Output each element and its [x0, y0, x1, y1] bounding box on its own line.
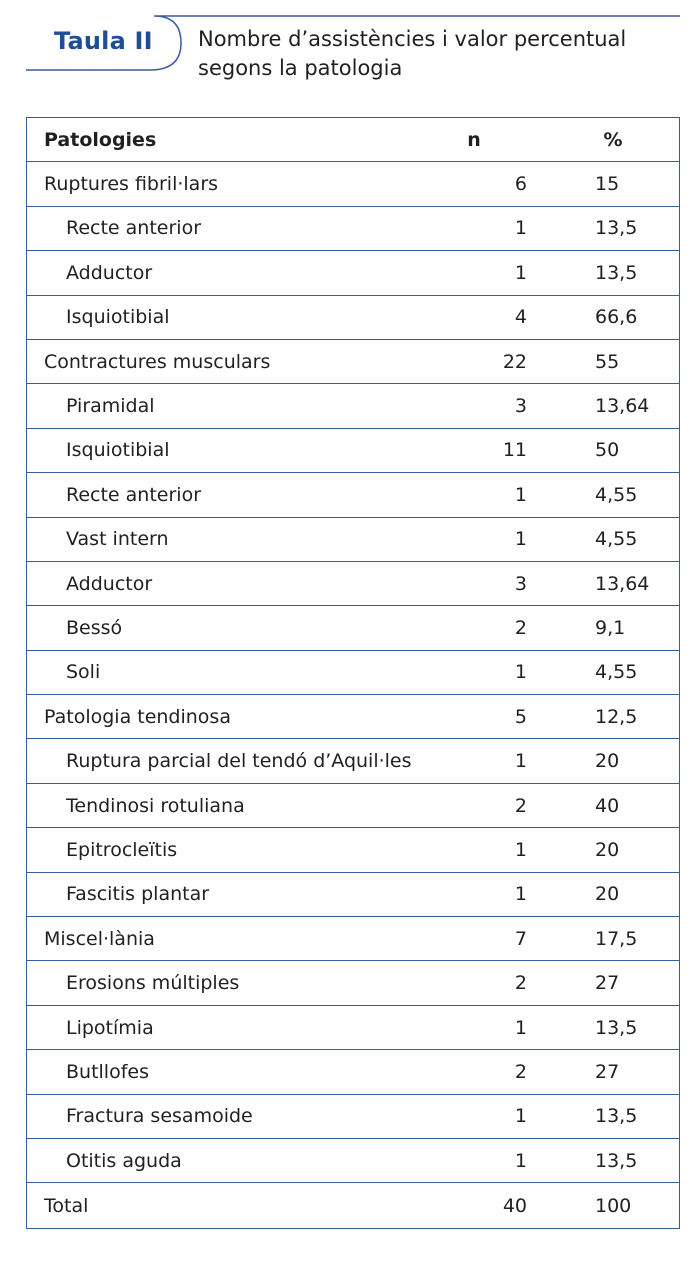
- table-subrow: [27, 1006, 679, 1050]
- row-name: Miscel·lània: [44, 927, 155, 950]
- table-subrow: [27, 296, 679, 340]
- row-percent: 50: [595, 439, 620, 462]
- table-subrow: [27, 606, 679, 650]
- table-caption: Nombre d’assistències i valor percentual segons la patologia: [198, 27, 627, 80]
- row-percent: 15: [595, 173, 620, 196]
- row-name: Fascitis plantar: [66, 883, 210, 906]
- row-name: Adductor: [66, 261, 153, 284]
- table-header-row: [27, 118, 679, 162]
- row-percent: 12,5: [595, 705, 638, 728]
- row-name: Isquiotibial: [66, 439, 170, 462]
- table-row: [27, 917, 679, 961]
- row-percent: 13,5: [595, 217, 638, 240]
- table-subrow: [27, 873, 679, 917]
- row-count: 1: [514, 528, 527, 551]
- row-name: Contractures musculars: [44, 350, 271, 373]
- row-name: Patologia tendinosa: [44, 705, 231, 728]
- row-percent: 13,5: [595, 261, 638, 284]
- row-percent: 66,6: [595, 306, 638, 329]
- table-subrow: [27, 251, 679, 295]
- row-name: Ruptures fibril·lars: [44, 173, 219, 196]
- row-percent: 13,64: [595, 572, 650, 595]
- row-count: 1: [514, 838, 527, 861]
- row-name: Otitis aguda: [66, 1149, 182, 1172]
- row-percent: 13,64: [595, 395, 650, 418]
- row-count: 2: [514, 794, 527, 817]
- row-percent: 20: [595, 750, 620, 773]
- row-name: Soli: [66, 661, 101, 684]
- row-percent: 20: [595, 883, 620, 906]
- table-row: [27, 162, 679, 206]
- table-subrow: [27, 651, 679, 695]
- row-count: 11: [502, 439, 527, 462]
- row-name: Adductor: [66, 572, 153, 595]
- row-name: Recte anterior: [66, 217, 202, 240]
- row-name: Isquiotibial: [66, 306, 170, 329]
- row-count: 1: [514, 750, 527, 773]
- row-count: 2: [514, 972, 527, 995]
- table-subrow: [27, 1050, 679, 1094]
- table-subrow: [27, 739, 679, 783]
- row-name: Lipotímia: [66, 1016, 154, 1039]
- row-count: 22: [502, 350, 527, 373]
- table-subrow: [27, 429, 679, 473]
- table-subrow: [27, 1139, 679, 1183]
- row-count: 6: [514, 173, 527, 196]
- table-header: [0, 0, 700, 110]
- table-row: [27, 1183, 679, 1227]
- row-percent: 4,55: [595, 528, 638, 551]
- table-subrow: [27, 473, 679, 517]
- row-name: Recte anterior: [66, 483, 202, 506]
- row-percent: 100: [595, 1194, 632, 1217]
- row-name: Butllofes: [66, 1060, 149, 1083]
- row-count: 3: [514, 395, 527, 418]
- table-subrow: [27, 784, 679, 828]
- row-name: Tendinosi rotuliana: [66, 794, 245, 817]
- row-count: 3: [514, 572, 527, 595]
- table-subrow: [27, 562, 679, 606]
- row-percent: 13,5: [595, 1105, 638, 1128]
- row-count: 1: [514, 1016, 527, 1039]
- row-name: Fractura sesamoide: [66, 1105, 253, 1128]
- table-subrow: [27, 828, 679, 872]
- row-count: 2: [514, 616, 527, 639]
- pathology-table: [26, 117, 680, 1229]
- row-count: 2: [514, 1060, 527, 1083]
- row-count: 1: [514, 883, 527, 906]
- table-subrow: [27, 1095, 679, 1139]
- column-header-patologies: Patologies: [44, 128, 157, 151]
- column-header-n: n: [467, 128, 481, 151]
- row-name: Ruptura parcial del tendó d’Aquil·les: [66, 750, 412, 773]
- row-name: Total: [44, 1194, 89, 1217]
- row-percent: 27: [595, 1060, 620, 1083]
- table-subrow: [27, 384, 679, 428]
- row-percent: 4,55: [595, 661, 638, 684]
- row-percent: 17,5: [595, 927, 638, 950]
- row-count: 1: [514, 661, 527, 684]
- row-percent: 13,5: [595, 1016, 638, 1039]
- row-percent: 20: [595, 838, 620, 861]
- table-row: [27, 695, 679, 739]
- row-name: Vast intern: [66, 528, 169, 551]
- row-count: 7: [514, 927, 527, 950]
- row-name: Piramidal: [66, 395, 155, 418]
- table-subrow: [27, 207, 679, 251]
- table-row: [27, 340, 679, 384]
- row-percent: 4,55: [595, 483, 638, 506]
- table-label: Taula II: [54, 27, 153, 55]
- table-subrow: [27, 518, 679, 562]
- row-count: 1: [514, 483, 527, 506]
- row-count: 1: [514, 1149, 527, 1172]
- row-count: 1: [514, 1105, 527, 1128]
- column-header-percent: %: [603, 128, 623, 151]
- row-name: Erosions múltiples: [66, 972, 240, 995]
- row-name: Epitrocleïtis: [66, 838, 178, 861]
- row-percent: 40: [595, 794, 620, 817]
- row-count: 5: [514, 705, 527, 728]
- row-percent: 27: [595, 972, 620, 995]
- row-count: 1: [514, 217, 527, 240]
- row-percent: 9,1: [595, 616, 626, 639]
- table-subrow: [27, 961, 679, 1005]
- row-count: 4: [514, 306, 527, 329]
- row-count: 1: [514, 261, 527, 284]
- row-percent: 13,5: [595, 1149, 638, 1172]
- row-count: 40: [502, 1194, 527, 1217]
- row-name: Bessó: [66, 616, 123, 639]
- row-percent: 55: [595, 350, 620, 373]
